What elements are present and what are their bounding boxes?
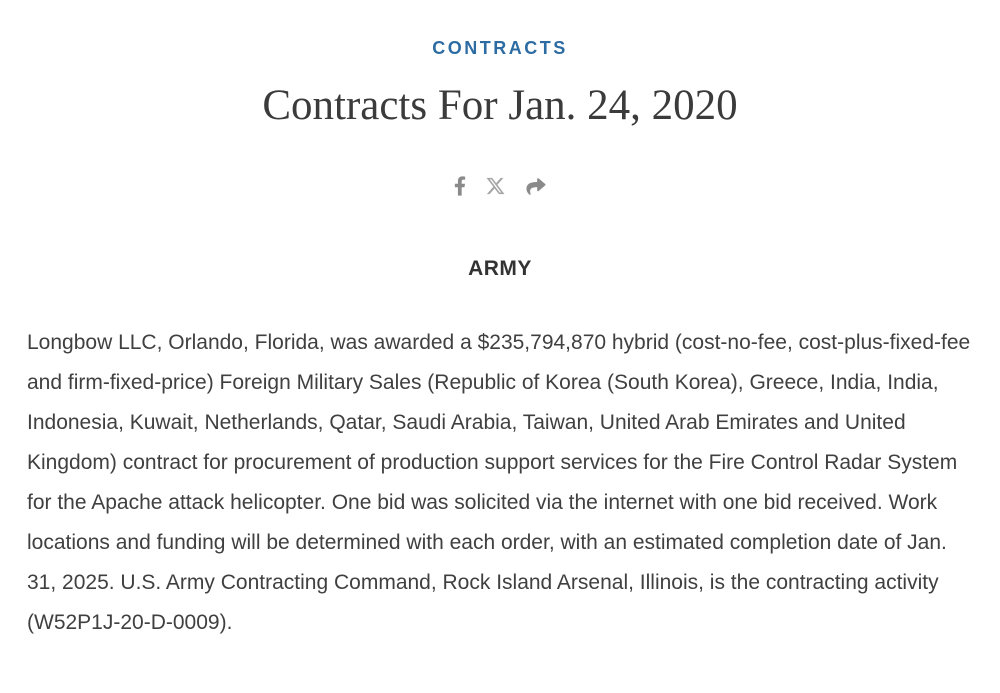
article-body (0, 323, 1000, 643)
category-link-contracts[interactable]: CONTRACTS (432, 38, 568, 58)
category-row (0, 38, 1000, 59)
contract-paragraph: Longbow LLC, Orlando, Florida, was awarded a $235,794,870 hybrid (cost-no-fee, cost-plus-fixed-fee and firm-fixed-price) Foreign Military Sales (Republic of Korea (South Korea), Greece, India, India, Indonesia, Kuwait, Netherlands, Qatar, Saudi Arabia, Taiwan, United Arab Emirates and United Kingdom) contract for procurement of production support services for the Fire Control Radar System for the Apache attack helicopter. One bid was solicited via the internet with one bid received. Work locations and funding will be determined with each order, with an estimated completion date of Jan. 31, 2025. U.S. Army Contracting Command, Rock Island Arsenal, Illinois, is the contracting activity (W52P1J-20-D-0009). (27, 331, 971, 634)
page-title: Contracts For Jan. 24, 2020 (262, 82, 738, 129)
share-toolbar (0, 175, 1000, 197)
share-arrow-icon (525, 177, 547, 196)
facebook-f-icon (454, 176, 466, 196)
x-twitter-icon (486, 177, 505, 195)
facebook-share-button[interactable] (454, 176, 466, 196)
more-share-button[interactable] (525, 177, 547, 196)
section-heading-army: ARMY (468, 257, 532, 280)
x-share-button[interactable] (486, 177, 505, 195)
